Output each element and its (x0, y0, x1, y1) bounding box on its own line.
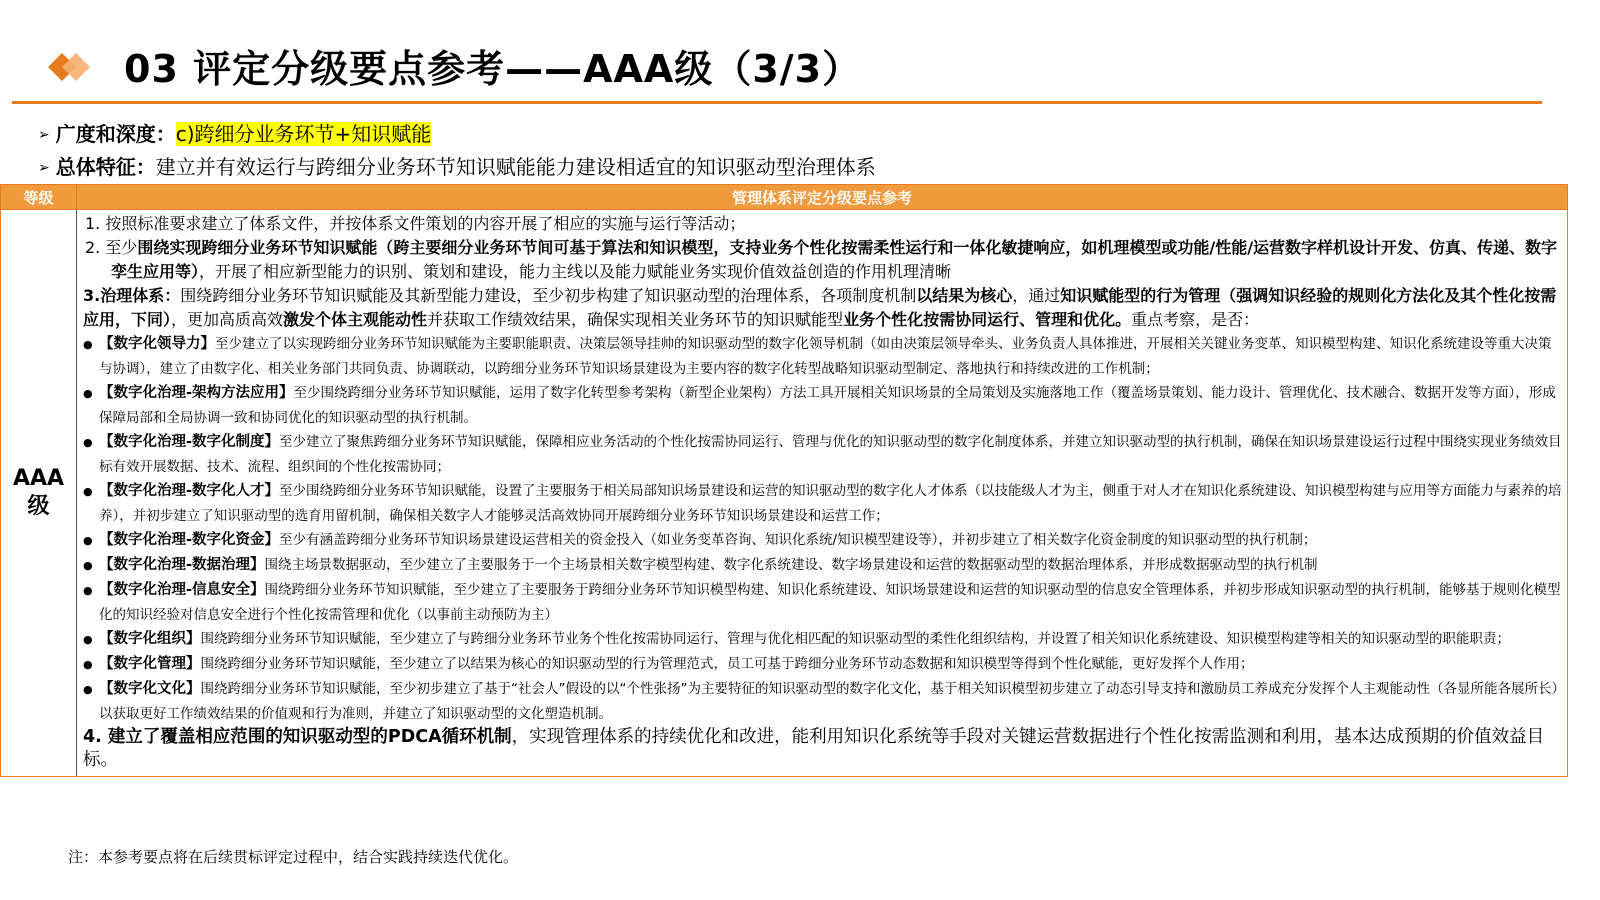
list-item: ● 【数字化管理】围绕跨细分业务环节知识赋能，至少建立了以结果为核心的知识驱动型的行为管理范式，员工可基于跨细分业务环节动态数据和知识模型等得到个性化赋能，更好发挥个人作用； (83, 652, 1563, 677)
list-item: ● 【数字化治理-数据治理】围绕主场景数据驱动，至少建立了主要服务于一个主场景相关数字模型构建、数字化系统建设、数字场景建设和运营的数据驱动型的数据治理体系，并形成数据驱动型的执行机制 (83, 553, 1563, 578)
table-header-row (1, 185, 1568, 210)
slide-header (0, 0, 1600, 110)
bullet-dot-icon: ● (83, 683, 93, 696)
level-value: AAA级 (12, 466, 65, 519)
breadth-value: c)跨细分业务环节+知识赋能 (175, 122, 432, 146)
footnote: 注：本参考要点将在后续贯标评定过程中，结合实践持续迭代优化。 (68, 848, 519, 866)
level-cell (1, 210, 77, 777)
page-title: 03 评定分级要点参考——AAA级（3/3） (124, 47, 862, 91)
list-item: ● 【数字化文化】围绕跨细分业务环节知识赋能，至少初步建立了基于“社会人”假设的以“个性张扬”为主要特征的知识驱动型的数字化文化，基于相关知识模型初步建立了动态引导支持和激励员工养成充分发挥个人主观能动性（各显所能各展所长）以获取更好工作绩效结果的价值观和行为准则，并建立了知识驱动型的文化塑造机制。 (83, 677, 1563, 726)
bullet-dot-icon: ● (83, 633, 93, 646)
item-2: 2. 至少围绕实现跨细分业务环节知识赋能（跨主要细分业务环节间可基于算法和知识模型，支持业务个性化按需柔性运行和一体化敏捷响应，如机理模型或功能/性能/运营数字样机设计开发、仿真、传递、数字孪生应用等），开展了相应新型能力的识别、策划和建设，能力主线以及能力赋能业务实现价值效益创造的作用机理清晰 (85, 238, 1558, 281)
arrow-bullet-icon: ➢ (38, 127, 50, 143)
title-underline (12, 101, 1542, 104)
col-header-content: 管理体系评定分级要点参考 (77, 185, 1568, 210)
col-header-level: 等级 (1, 185, 77, 210)
list-item: ● 【数字化领导力】至少建立了以实现跨细分业务环节知识赋能为主要职能职责、决策层领导挂帅的知识驱动型的数字化领导机制（如由决策层领导牵头、业务负责人具体推进，开展相关关键业务变革、知识模型构建、知识化系统建设等重大决策与协调），建立了由数字化、相关业务部门共同负责、协调联动，以跨细分业务环节知识场景建设为主要内容的数字化转型战略知识驱动型制定、落地执行和持续改进的工作机制； (83, 332, 1563, 381)
overall-label: 总体特征： (55, 155, 156, 179)
item-4: 4. 建立了覆盖相应范围的知识驱动型的PDCA循环机制，实现管理体系的持续优化和改进，能利用知识化系统等手段对关键运营数据进行个性化按需监测和利用，基本达成预期的价值效益目标。 (83, 727, 1545, 770)
bullet-dot-icon: ● (83, 436, 93, 449)
bullet-dot-icon: ● (83, 387, 93, 400)
table-row (1, 210, 1568, 777)
list-item: ● 【数字化组织】围绕跨细分业务环节知识赋能，至少建立了与跨细分业务环节业务个性化按需协同运行、管理与优化相匹配的知识驱动型的柔性化组织结构，并设置了相关知识化系统建设、知识模型构建等相关的知识驱动型的职能职责； (83, 627, 1563, 652)
bullet-dot-icon: ● (83, 584, 93, 597)
orange-diamond-icon (48, 46, 90, 88)
content-cell (77, 210, 1568, 777)
bullet-dot-icon: ● (83, 338, 93, 351)
list-item: ● 【数字化治理-信息安全】围绕跨细分业务环节知识赋能，至少建立了主要服务于跨细分业务环节知识模型构建、知识化系统建设、知识场景建设和运营的知识驱动型的信息安全管理体系，并初步形成知识驱动型的执行机制，能够基于规则化模型化的知识经验对信息安全进行个性化按需管理和优化（以事前主动预防为主） (83, 578, 1563, 627)
list-item: ● 【数字化治理-数字化资金】至少有涵盖跨细分业务环节知识场景建设运营相关的资金投入（如业务变革咨询、知识化系统/知识模型建设等），并初步建立了相关数字化资金制度的知识驱动型的执行机制； (83, 528, 1563, 553)
bullet-dot-icon: ● (83, 658, 93, 671)
bullet-dot-icon: ● (83, 559, 93, 572)
arrow-bullet-icon: ➢ (38, 160, 50, 176)
bullet-dot-icon: ● (83, 534, 93, 547)
list-item: ● 【数字化治理-架构方法应用】至少围绕跨细分业务环节知识赋能，运用了数字化转型参考架构（新型企业架构）方法工具开展相关知识场景的全局策划及实施落地工作（覆盖场景策划、能力设计、管理优化、技术融合、数据开发等方面），形成保障局部和全局协调一致和协同优化的知识驱动型的执行机制。 (83, 381, 1563, 430)
item-1: 1. 按照标准要求建立了体系文件，并按体系文件策划的内容开展了相应的实施与运行等活动； (85, 214, 746, 233)
list-item: ● 【数字化治理-数字化人才】至少围绕跨细分业务环节知识赋能，设置了主要服务于相关局部知识场景建设和运营的知识驱动型的数字化人才体系（以技能级人才为主，侧重于对人才在知识化系统建设、知识模型构建与应用等方面能力与素养的培养），并初步建立了知识驱动型的选育用留机制，确保相关数字人才能够灵活高效协同开展跨细分业务环节知识场景建设和运营工作； (83, 479, 1563, 528)
item-3: 3.治理体系：围绕跨细分业务环节知识赋能及其新型能力建设，至少初步构建了知识驱动型的治理体系，各项制度机制以结果为核心，通过知识赋能型的行为管理（强调知识经验的规则化方法化及其个性化按需应用，下同），更加高质高效激发个体主观能动性并获取工作绩效结果，确保实现相关业务环节的知识赋能型业务个性化按需协同运行、管理和优化。重点考察，是否： (83, 286, 1557, 329)
intro-overall-line (38, 151, 876, 180)
intro-breadth-line (38, 118, 431, 147)
overall-value: 建立并有效运行与跨细分业务环节知识赋能能力建设相适宜的知识驱动型治理体系 (155, 155, 876, 179)
rating-table (0, 184, 1568, 777)
bullet-dot-icon: ● (83, 485, 93, 498)
breadth-label: 广度和深度： (55, 122, 176, 146)
list-item: ● 【数字化治理-数字化制度】至少建立了聚焦跨细分业务环节知识赋能，保障相应业务活动的个性化按需协同运行、管理与优化的知识驱动型的数字化制度体系，并建立知识驱动型的执行机制，确保在知识场景建设运行过程中围绕实现业务绩效目标有效开展数据、技术、流程、组织间的个性化按需协同； (83, 430, 1563, 479)
